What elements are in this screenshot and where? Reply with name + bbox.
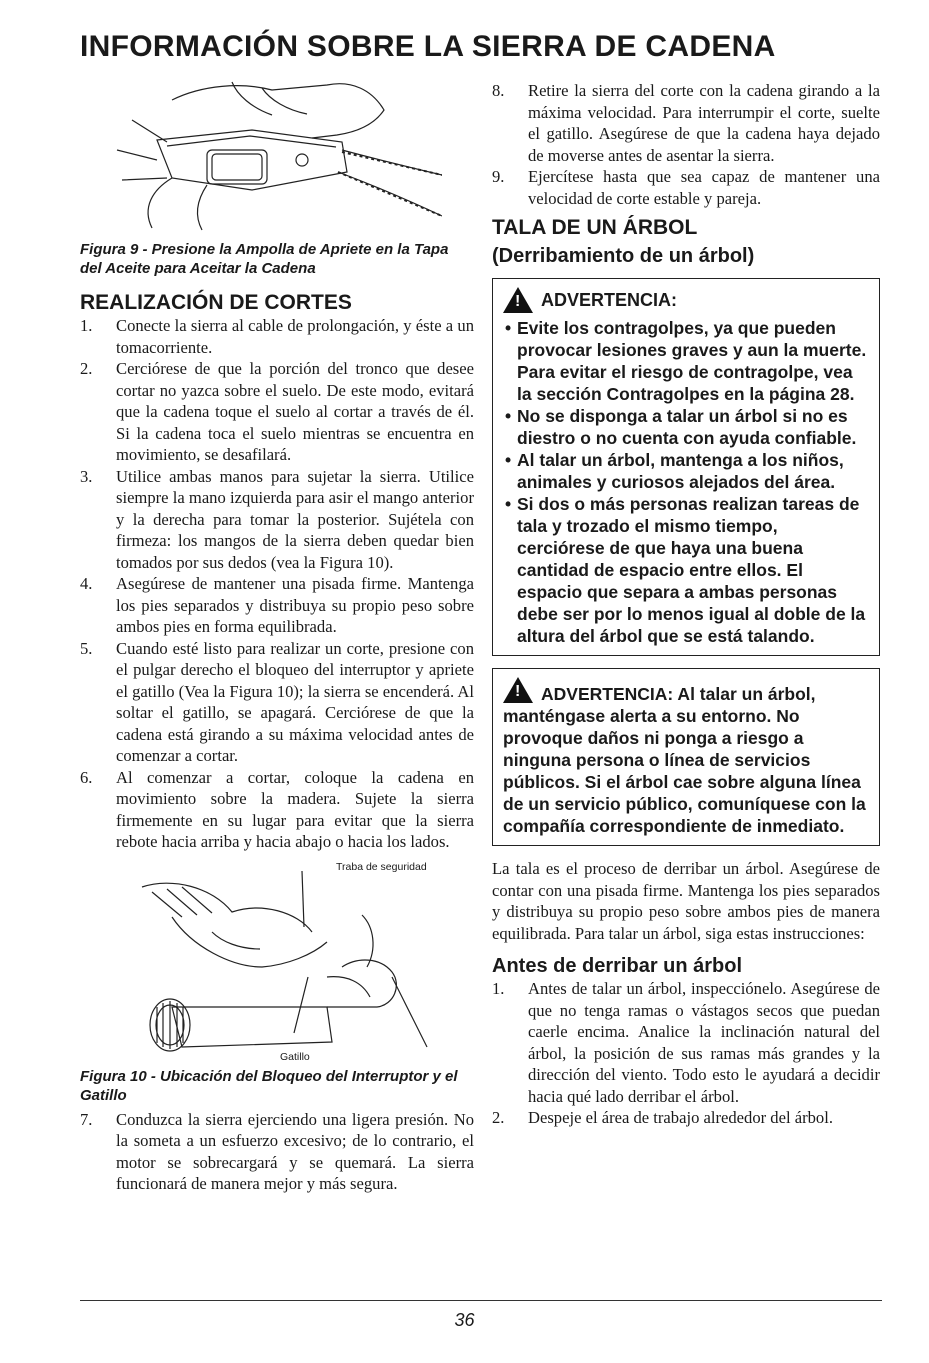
list-item: 8. Retire la sierra del corte con la cadena girando a la máxima velocidad. Para interrumpir el corte, suelte el gatillo. Asegúrese de que la cadena haya dejado de moverse antes de asentar la sierra. xyxy=(492,81,880,165)
left-column xyxy=(80,80,474,1195)
warning-box-1 xyxy=(492,278,880,656)
cortes-step-7 xyxy=(80,1109,474,1195)
page-number: 36 xyxy=(454,1310,475,1330)
list-item: 7. Conduzca la sierra ejerciendo una ligera presión. No la someta a un esfuerzo excesivo; de lo contrario, el motor se sobrecargará y se quemará. La sierra funcionará de manera mejor y más segura. xyxy=(80,1109,474,1193)
warning-bullet: • No se disponga a talar un árbol si no es diestro o no cuenta con ayuda confiable. xyxy=(503,405,869,449)
antes-steps xyxy=(492,978,880,1129)
section-heading-cortes: REALIZACIÓN DE CORTES xyxy=(80,291,352,314)
warning-bullet: • Evite los contragolpes, ya que pueden provocar lesiones graves y aun la muerte. Para evitar el riesgo de contragolpe, vea la sección Contragolpes en la página 28. xyxy=(503,317,869,405)
cortes-steps xyxy=(80,315,474,853)
warning-title: ADVERTENCIA: xyxy=(541,290,678,310)
list-item: 9. Ejercítese hasta que sea capaz de mantener una velocidad de corte estable y pareja. xyxy=(492,167,880,208)
section-heading-tala: TALA DE UN ÁRBOL xyxy=(492,216,698,239)
list-item: 1. Conecte la sierra al cable de prolongación, y éste a un tomacorriente. xyxy=(80,316,474,357)
warning-2-text: ! ADVERTENCIA: Al talar un árbol, manténgase alerta a su entorno. No provoque daños ni ponga a riesgo a ninguna persona o línea de servicios públicos. Si el árbol cae sobre alguna línea de un servicio público, comuníquese con la compañía correspondiente de inmediato. xyxy=(503,677,869,837)
warning-triangle-icon: ! xyxy=(503,287,533,313)
warning-header xyxy=(503,287,869,313)
chainsaw-trigger-illustration xyxy=(112,857,442,1063)
section-subheading-tala: (Derribamiento de un árbol) xyxy=(492,245,755,267)
figure-10 xyxy=(112,857,442,1063)
list-item: 2. Despeje el área de trabajo alrededor del árbol. xyxy=(492,1108,833,1127)
footer-rule xyxy=(80,1300,882,1301)
warning-bullet: • Al talar un árbol, mantenga a los niños, animales y curiosos alejados del área. xyxy=(503,449,869,493)
right-column xyxy=(492,80,880,1129)
figure-10-label-trigger: Gatillo xyxy=(280,1050,310,1063)
tala-intro-paragraph: La tala es el proceso de derribar un árbol. Asegúrese de contar con una pisada firme. Mantenga los pies separados y distribuya su propio peso sobre ambos pies de manera equilibrada. Para talar un árbol, siga estas instrucciones: xyxy=(492,859,880,943)
warning-triangle-icon: ! xyxy=(503,677,533,703)
cortes-steps-continued xyxy=(492,80,880,209)
figure-9-caption: Figura 9 - Presione la Ampolla de Apriete en la Tapa del Aceite para Aceitar la Cadena xyxy=(80,241,449,277)
warning-bullet: • Si dos o más personas realizan tareas de tala y trozado el mismo tiempo, cerciórese de que haya una buena cantidad de espacio entre ellos. El espacio que separa a ambas personas debe ser por lo menos igual al doble de la altura del árbol que se está talando. xyxy=(503,493,869,647)
figure-10-caption: Figura 10 - Ubicación del Bloqueo del Interruptor y el Gatillo xyxy=(80,1067,458,1104)
list-item: 2. Cerciórese de que la porción del tronco que desee cortar no yazca sobre el suelo. De este modo, evitará que la cadena toque el suelo al cortar a través de él. Si la cadena toca el suelo mientras se encuentra en movimiento, se desafilará. xyxy=(80,359,474,464)
chainsaw-oil-cap-illustration xyxy=(112,80,442,232)
warning-box-2 xyxy=(492,668,880,846)
list-item: 6. Al comenzar a cortar, coloque la cadena en movimiento sobre la madera. Sujete la sierra firmemente en su lugar para evitar que la sierra rebote hacia arriba y hacia abajo o hacia los lados. xyxy=(80,767,474,851)
list-item: 3. Utilice ambas manos para sujetar la sierra. Utilice siempre la mano izquierda para asir el mango anterior y la derecha para tomar la posterior. Sujétela con firmeza: los mangos de la sierra deben quedar bien tomados por sus dedos (vea la Figura 10). xyxy=(80,466,474,572)
figure-9 xyxy=(112,80,442,232)
page-title: INFORMACIÓN SOBRE LA SIERRA DE CADENA xyxy=(80,30,776,63)
figure-10-label-lock: Traba de seguridad xyxy=(336,860,427,873)
list-item: 4. Asegúrese de mantener una pisada firme. Mantenga los pies separados y distribuya su propio peso sobre ambos pies en forma equilibrada. xyxy=(80,574,474,636)
list-item: 1. Antes de talar un árbol, inspecciónelo. Asegúrese de que no tenga ramas o vástagos secos que puedan caerle encima. Analice la inclinación natural del árbol, la posición de sus ramas más grandes y la dirección del viento. Todo esto le ayudará a decidir hacia qué lado derribar el árbol. xyxy=(492,979,880,1106)
list-item: 5. Cuando esté listo para realizar un corte, presione con el pulgar derecho el bloqueo del interruptor y apriete el gatillo (Vea la Figura 10); la sierra se encenderá. Al soltar el gatillo, se apagará. Cerciórese de que la cadena está girando a su máxima velocidad antes de comenzar a cortar. xyxy=(80,638,475,765)
section-heading-antes: Antes de derribar un árbol xyxy=(492,955,743,977)
